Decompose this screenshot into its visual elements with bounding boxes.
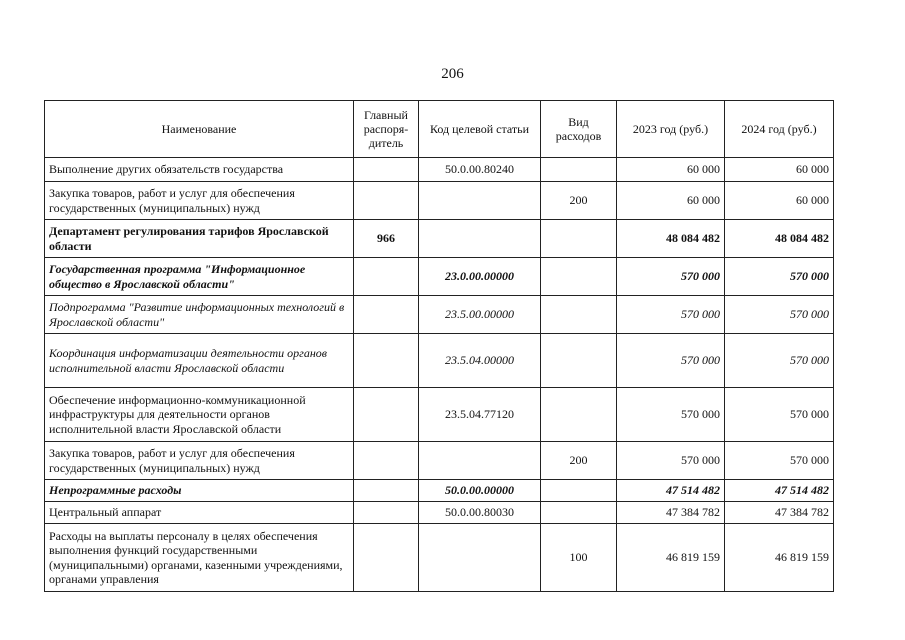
row-2024: 48 084 482 (725, 220, 834, 258)
row-admin (354, 258, 419, 296)
table-row (45, 258, 834, 296)
row-type (541, 296, 617, 334)
row-type (541, 502, 617, 524)
page-number: 206 (441, 66, 464, 82)
row-2023: 60 000 (617, 182, 725, 220)
row-type (541, 388, 617, 442)
row-2023: 570 000 (617, 334, 725, 388)
row-admin (354, 158, 419, 182)
header-name: Наименование (45, 101, 354, 158)
row-2023: 46 819 159 (617, 524, 725, 592)
table-row (45, 442, 834, 480)
row-code: 23.5.00.00000 (419, 296, 541, 334)
table-row (45, 524, 834, 592)
table-row (45, 296, 834, 334)
row-name: Департамент регулирования тарифов Ярославской области (45, 220, 354, 258)
row-name: Выполнение других обязательств государства (45, 158, 354, 182)
table-row (45, 502, 834, 524)
row-name: Центральный аппарат (45, 502, 354, 524)
row-2024: 60 000 (725, 158, 834, 182)
row-2023: 570 000 (617, 388, 725, 442)
row-code: 50.0.00.00000 (419, 480, 541, 502)
row-code (419, 182, 541, 220)
row-2024: 60 000 (725, 182, 834, 220)
row-2024: 47 384 782 (725, 502, 834, 524)
header-type: Вид расходов (541, 101, 617, 158)
row-2023: 570 000 (617, 442, 725, 480)
header-code: Код целевой статьи (419, 101, 541, 158)
row-type (541, 480, 617, 502)
row-2024: 47 514 482 (725, 480, 834, 502)
table-row (45, 182, 834, 220)
row-type: 200 (541, 442, 617, 480)
row-name: Подпрограмма "Развитие информационных технологий в Ярославской области" (45, 296, 354, 334)
row-admin (354, 182, 419, 220)
row-admin: 966 (354, 220, 419, 258)
row-code: 50.0.00.80240 (419, 158, 541, 182)
row-admin (354, 524, 419, 592)
row-name: Закупка товаров, работ и услуг для обеспечения государственных (муниципальных) нужд (45, 182, 354, 220)
row-2024: 46 819 159 (725, 524, 834, 592)
row-2024: 570 000 (725, 334, 834, 388)
row-2023: 47 384 782 (617, 502, 725, 524)
row-admin (354, 388, 419, 442)
row-admin (354, 502, 419, 524)
row-code: 23.5.04.00000 (419, 334, 541, 388)
row-name: Обеспечение информационно-коммуникационной инфраструктуры для деятельности органов исполнительной власти Ярославской области (45, 388, 354, 442)
table-row (45, 220, 834, 258)
row-2023: 48 084 482 (617, 220, 725, 258)
row-code: 23.0.00.00000 (419, 258, 541, 296)
row-code (419, 524, 541, 592)
row-admin (354, 442, 419, 480)
table-row (45, 334, 834, 388)
table-header-row (45, 101, 834, 158)
row-2024: 570 000 (725, 258, 834, 296)
table-row (45, 480, 834, 502)
row-admin (354, 334, 419, 388)
row-2023: 570 000 (617, 296, 725, 334)
row-code: 23.5.04.77120 (419, 388, 541, 442)
row-2024: 570 000 (725, 296, 834, 334)
row-code (419, 220, 541, 258)
header-2023: 2023 год (руб.) (617, 101, 725, 158)
row-name: Закупка товаров, работ и услуг для обеспечения государственных (муниципальных) нужд (45, 442, 354, 480)
row-2023: 47 514 482 (617, 480, 725, 502)
row-type: 100 (541, 524, 617, 592)
row-2024: 570 000 (725, 388, 834, 442)
row-code (419, 442, 541, 480)
row-type (541, 334, 617, 388)
table-row (45, 158, 834, 182)
budget-table (44, 100, 834, 592)
row-name: Расходы на выплаты персоналу в целях обеспечения выполнения функций государственными (муниципальными) органами, казенными учреждениями, органами управления (45, 524, 354, 592)
row-admin (354, 296, 419, 334)
row-type: 200 (541, 182, 617, 220)
row-code: 50.0.00.80030 (419, 502, 541, 524)
row-name: Координация информатизации деятельности органов исполнительной власти Ярославской области (45, 334, 354, 388)
header-2024: 2024 год (руб.) (725, 101, 834, 158)
table-row (45, 388, 834, 442)
row-2023: 60 000 (617, 158, 725, 182)
row-type (541, 258, 617, 296)
row-type (541, 158, 617, 182)
row-name: Государственная программа "Информационное общество в Ярославской области" (45, 258, 354, 296)
row-name: Непрограммные расходы (45, 480, 354, 502)
row-admin (354, 480, 419, 502)
row-2024: 570 000 (725, 442, 834, 480)
header-admin: Главный распоря-дитель (354, 101, 419, 158)
row-2023: 570 000 (617, 258, 725, 296)
row-type (541, 220, 617, 258)
